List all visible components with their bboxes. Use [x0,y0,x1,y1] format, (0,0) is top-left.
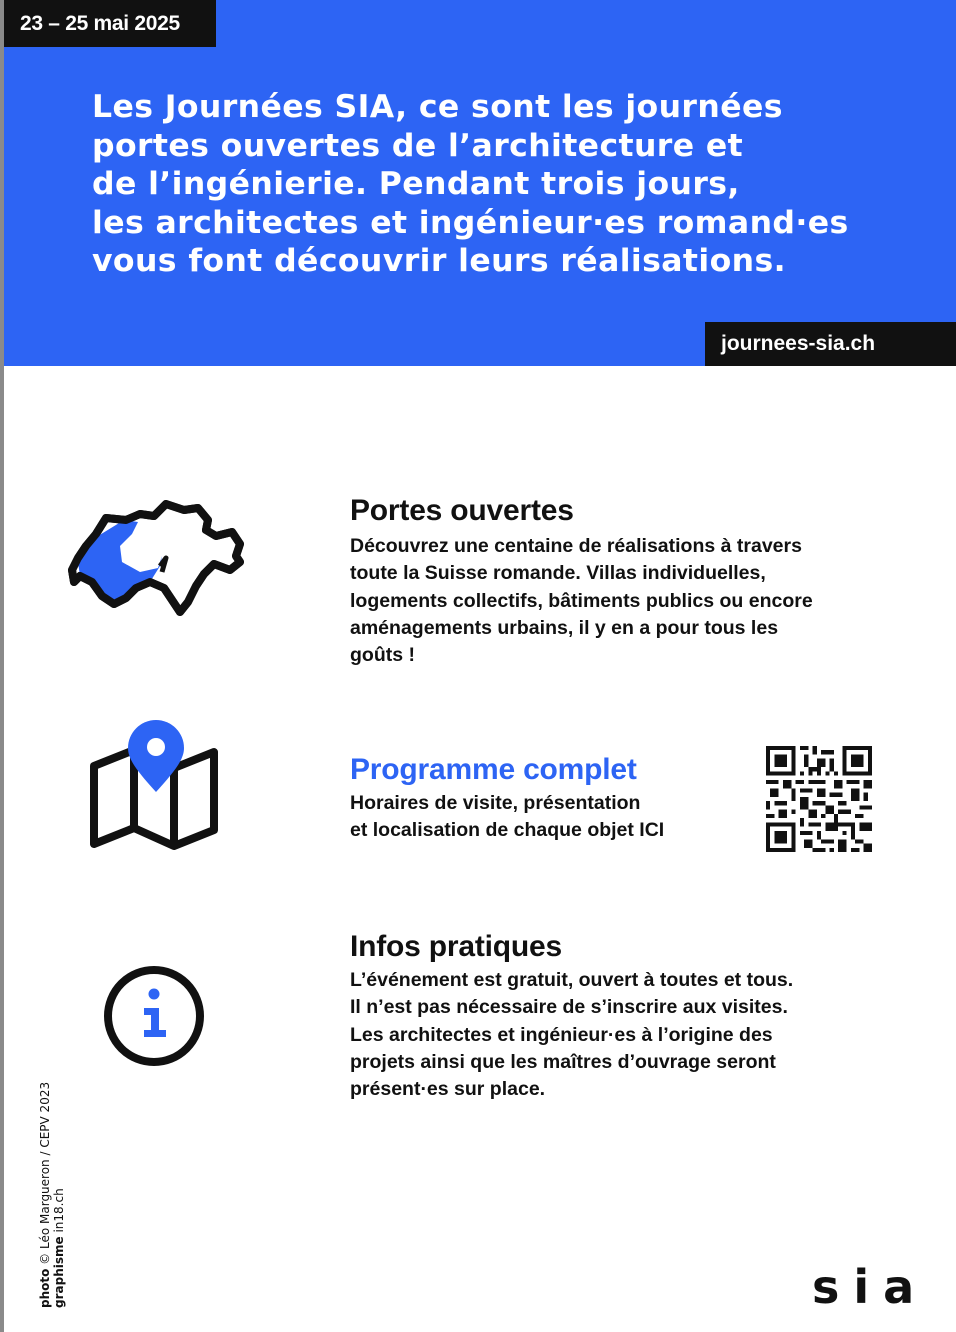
switzerland-map-icon [66,500,248,620]
section-title-portes-ouvertes: Portes ouvertes [350,494,574,527]
hero-banner [4,0,956,366]
section-body-portes-ouvertes: Découvrez une centaine de réalisations à travers toute la Suisse romande. Villas individuelles, logements collectifs, bâtiments publics ou encore aménagements urbains, il y en a pour tous les goûts ! [350,535,813,667]
section-title-infos-pratiques: Infos pratiques [350,930,563,963]
programme-qr-code[interactable] [766,746,872,852]
photo-credit-text: © Léo Margueron / CEPV 2023 [38,1081,52,1265]
design-credit-label: graphisme [52,1236,66,1308]
website-link[interactable]: journees-sia.ch [705,322,956,366]
sia-logo: sia [812,1260,929,1314]
photo-credit [38,1082,52,1308]
flyer-page [4,0,956,1332]
photo-credit-label: photo [38,1268,52,1308]
event-date-tag: 23 – 25 mai 2025 [4,0,216,47]
info-icon [102,964,206,1068]
design-credit-text: in18.ch [52,1188,66,1233]
design-credit [52,1082,66,1308]
section-title-programme-complet: Programme complet [350,753,637,786]
map-pin-icon [88,718,220,854]
section-body-infos-pratiques: L’événement est gratuit, ouvert à toutes et tous. Il n’est pas nécessaire de s’inscrire aux visites. Les architectes et ingénieur·es à l’origine des projets ainsi que les maîtres d’ouvrage seront présent·es sur place. [350,969,794,1101]
credits [38,1082,66,1308]
section-body-programme-complet: Horaires de visite, présentation et localisation de chaque objet ICI [350,792,665,842]
intro-text: Les Journées SIA, ce sont les journées portes ouvertes de l’architecture et de l’ingénierie. Pendant trois jours, les architectes et ingénieur·es romand·es vous font découvrir leurs réalisations. [92,89,849,280]
